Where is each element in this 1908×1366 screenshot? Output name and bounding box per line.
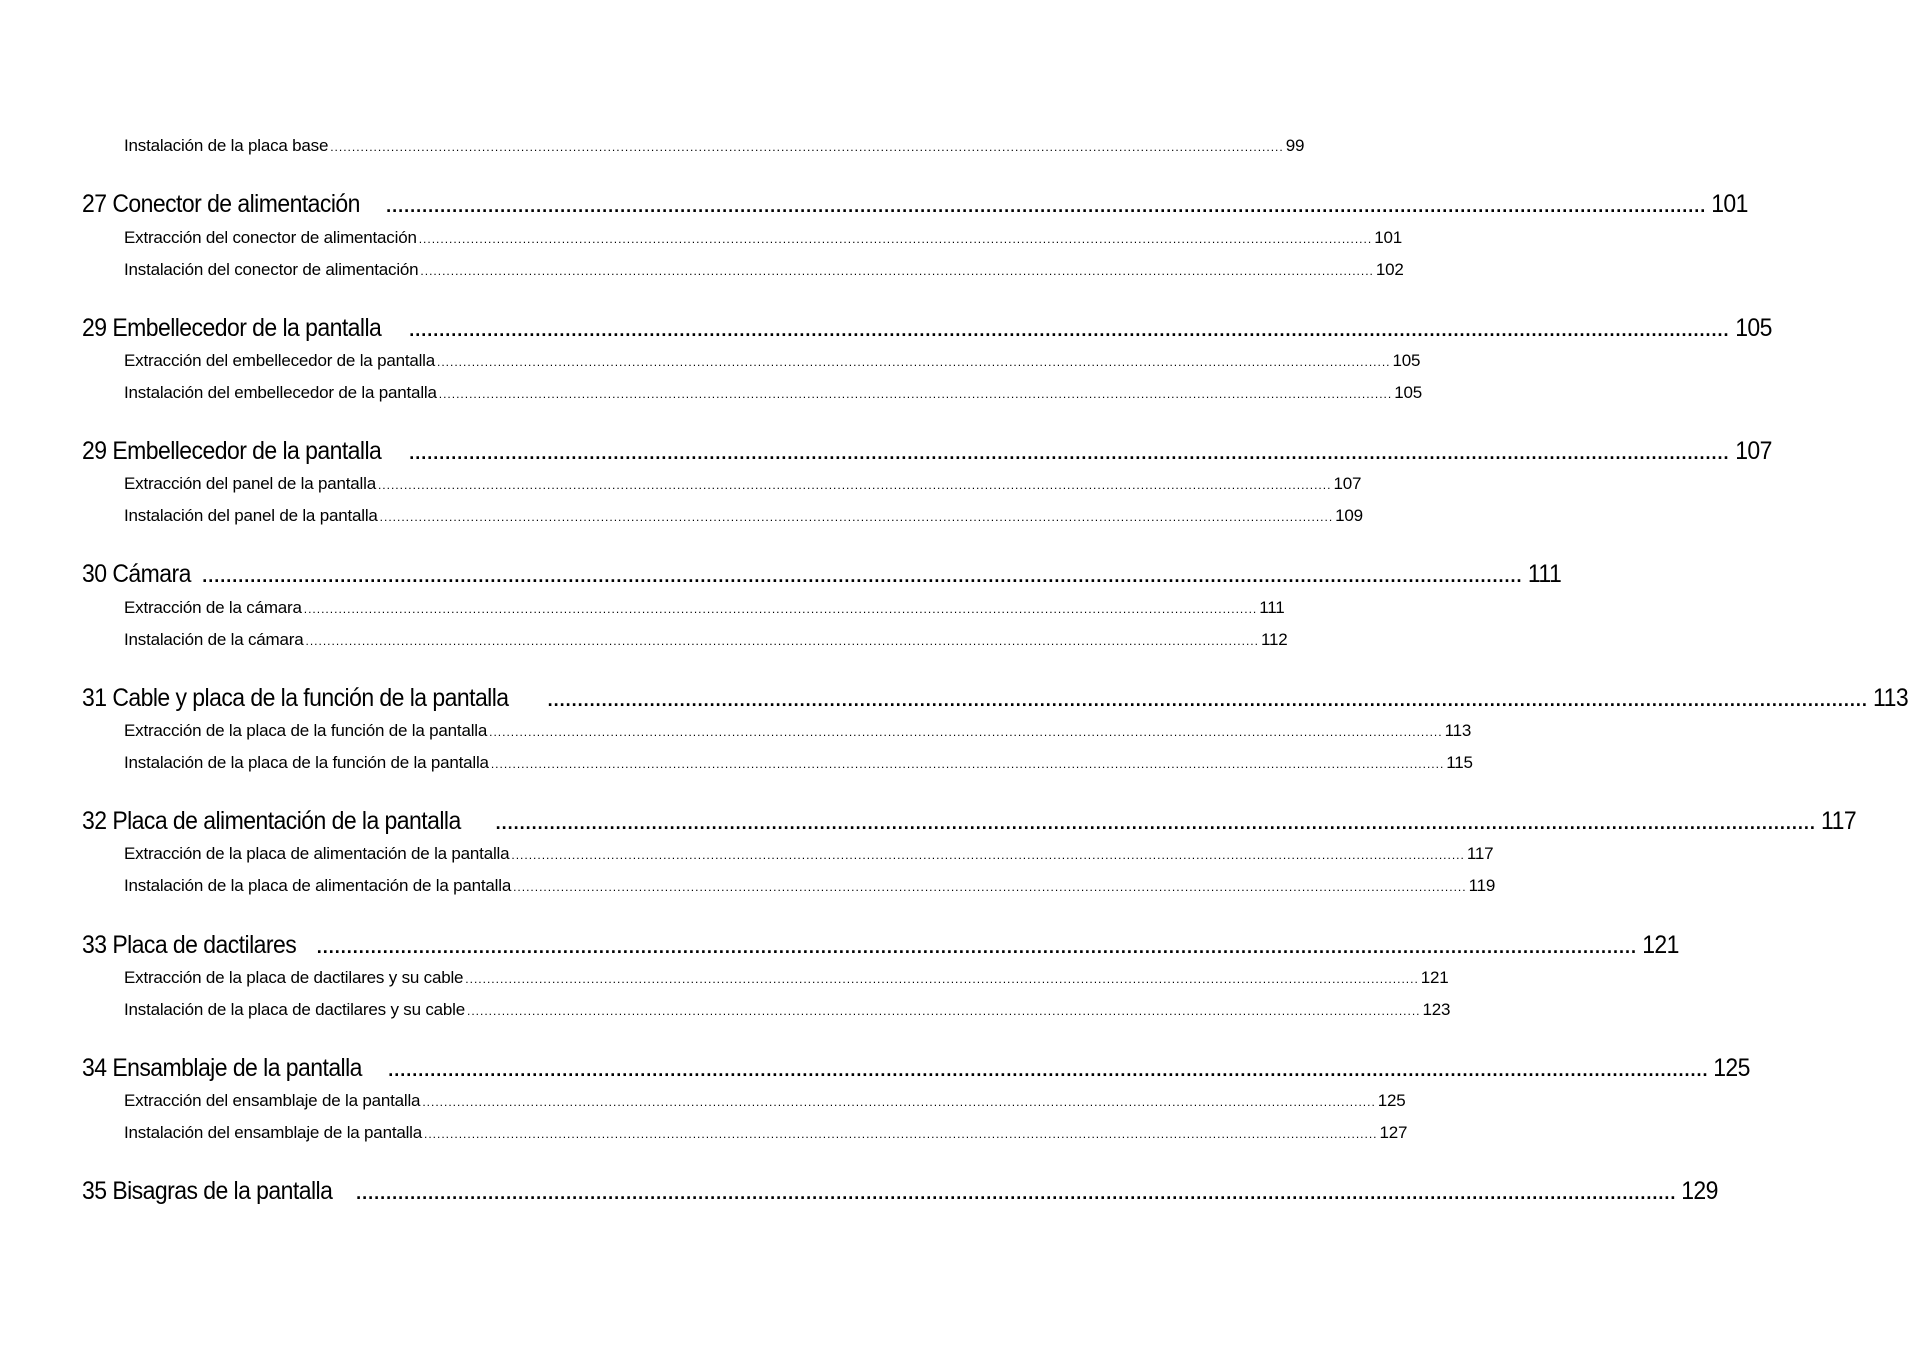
toc-chapter-page: 129 — [1681, 1177, 1719, 1205]
toc-chapter-title: 32 Placa de alimentación de la pantalla — [82, 807, 461, 835]
dot-leader: ............................................................................................................................................................................................................................ — [547, 690, 1868, 710]
toc-chapter[interactable] — [82, 1177, 1719, 1209]
toc-chapter-page: 125 — [1713, 1054, 1751, 1082]
toc-subentry-page: 123 — [1422, 1000, 1451, 1019]
dot-leader: ............................................................................................................................................................................................................................ — [467, 1004, 1421, 1018]
toc-subentry-page: 117 — [1466, 844, 1494, 863]
toc-chapter-page: 107 — [1734, 437, 1772, 465]
toc-subentry-page: 127 — [1379, 1123, 1408, 1142]
dot-leader: ............................................................................................................................................................................................................................ — [418, 232, 1373, 246]
toc-chapter[interactable] — [82, 1054, 1751, 1086]
dot-leader: ............................................................................................................................................................................................................................ — [424, 1127, 1378, 1141]
toc-subentry-title: Instalación de la placa de la función de la pantalla — [124, 753, 489, 772]
toc-subentry[interactable] — [124, 1123, 1408, 1145]
toc-subentry[interactable] — [124, 630, 1288, 652]
toc-chapter-page: 105 — [1734, 314, 1772, 342]
toc-subentry-page: 101 — [1374, 228, 1402, 247]
dot-leader: ............................................................................................................................................................................................................................ — [437, 355, 1391, 369]
toc-chapter-title: 29 Embellecedor de la pantalla — [82, 314, 382, 342]
toc-subentry-title: Instalación de la cámara — [124, 630, 304, 649]
dot-leader: ............................................................................................................................................................................................................................ — [489, 725, 1443, 739]
toc-subentry-page: 112 — [1260, 630, 1288, 649]
dot-leader: ............................................................................................................................................................................................................................ — [316, 937, 1638, 957]
toc-chapter-title: 35 Bisagras de la pantalla — [82, 1177, 333, 1205]
toc-subentry-title: Extracción del conector de alimentación — [124, 228, 417, 247]
toc-chapter-page: 101 — [1711, 190, 1749, 218]
dot-leader: ............................................................................................................................................................................................................................ — [511, 848, 1465, 862]
toc-subentry-title: Instalación del embellecedor de la pantalla — [124, 383, 437, 402]
dot-leader: ............................................................................................................................................................................................................................ — [422, 1095, 1376, 1109]
toc-subentry[interactable] — [124, 506, 1363, 528]
toc-chapter-page: 113 — [1872, 684, 1908, 712]
dot-leader: ............................................................................................................................................................................................................................ — [513, 880, 1467, 894]
toc-chapter[interactable] — [82, 560, 1561, 592]
toc-subentry[interactable] — [124, 721, 1472, 743]
toc-subentry[interactable] — [124, 351, 1421, 373]
toc-chapter-title: 30 Cámara — [82, 560, 191, 588]
toc-chapter[interactable] — [82, 807, 1856, 839]
toc-subentry-page: 107 — [1333, 474, 1362, 493]
dot-leader: ............................................................................................................................................................................................................................ — [379, 510, 1334, 524]
toc-subentry-title: Extracción de la placa de dactilares y su cable — [124, 968, 464, 987]
toc-chapter-page: 117 — [1820, 807, 1856, 835]
toc-subentry-page: 115 — [1446, 753, 1473, 772]
dot-leader: ............................................................................................................................................................................................................................ — [377, 478, 1332, 492]
toc-subentry[interactable] — [124, 383, 1422, 405]
toc-chapter[interactable] — [82, 314, 1772, 346]
toc-subentry-title: Extracción del panel de la pantalla — [124, 474, 376, 493]
toc-subentry-page: 125 — [1377, 1091, 1406, 1110]
toc-subentry[interactable] — [124, 260, 1404, 282]
dot-leader: ............................................................................................................................................................................................................................ — [202, 566, 1523, 586]
toc-subentry-title: Instalación de la placa base — [124, 136, 329, 155]
dot-leader: ............................................................................................................................................................................................................................ — [438, 387, 1393, 401]
toc-subentry-page: 105 — [1394, 383, 1422, 402]
toc-subentry[interactable] — [124, 1000, 1451, 1022]
dot-leader: ............................................................................................................................................................................................................................ — [420, 264, 1374, 278]
toc-chapter-title: 33 Placa de dactilares — [82, 931, 297, 959]
toc-subentry-title: Instalación de la placa de alimentación de la pantalla — [124, 876, 512, 895]
dot-leader: ............................................................................................................................................................................................................................ — [330, 140, 1284, 154]
dot-leader: ............................................................................................................................................................................................................................ — [490, 757, 1445, 771]
toc-subentry-title: Extracción de la placa de alimentación de la pantalla — [124, 844, 510, 863]
toc-subentry-page: 113 — [1444, 721, 1472, 740]
dot-leader: ............................................................................................................................................................................................................................ — [388, 1060, 1709, 1080]
toc-subentry-page: 111 — [1259, 598, 1285, 617]
toc-subentry[interactable] — [124, 228, 1402, 250]
toc-subentry-page: 121 — [1420, 968, 1449, 987]
dot-leader: ............................................................................................................................................................................................................................ — [465, 972, 1419, 986]
toc-subentry[interactable] — [124, 876, 1496, 898]
toc-subentry-page: 109 — [1335, 506, 1363, 525]
toc-subentry[interactable] — [124, 753, 1473, 775]
toc-subentry-title: Extracción de la placa de la función de la pantalla — [124, 721, 488, 740]
toc-chapter[interactable] — [82, 437, 1772, 469]
toc-subentry-title: Extracción del embellecedor de la pantalla — [124, 351, 436, 370]
toc-subentry-title: Instalación del conector de alimentación — [124, 260, 419, 279]
toc-subentry[interactable] — [124, 598, 1285, 620]
dot-leader: ............................................................................................................................................................................................................................ — [409, 320, 1730, 340]
dot-leader: ............................................................................................................................................................................................................................ — [409, 443, 1730, 463]
toc-subentry-page: 102 — [1375, 260, 1404, 279]
toc-chapter-title: 27 Conector de alimentación — [82, 190, 360, 218]
toc-subentry[interactable] — [124, 968, 1449, 990]
toc-subentry-page: 99 — [1285, 136, 1305, 155]
toc-chapter-title: 34 Ensamblaje de la pantalla — [82, 1054, 362, 1082]
toc-subentry-title: Instalación del ensamblaje de la pantalla — [124, 1123, 423, 1142]
dot-leader: ............................................................................................................................................................................................................................ — [495, 813, 1816, 833]
toc-subentry[interactable] — [124, 136, 1305, 158]
toc-subentry-title: Instalación del panel de la pantalla — [124, 506, 378, 525]
toc-chapter[interactable] — [82, 190, 1749, 222]
toc-chapter-title: 31 Cable y placa de la función de la pantalla — [82, 684, 509, 712]
dot-leader: ............................................................................................................................................................................................................................ — [386, 196, 1707, 216]
toc-chapter[interactable] — [82, 931, 1679, 963]
toc-chapter[interactable] — [82, 684, 1908, 716]
toc-chapter-page: 121 — [1642, 931, 1679, 959]
dot-leader: ............................................................................................................................................................................................................................ — [305, 634, 1259, 648]
dot-leader: ............................................................................................................................................................................................................................ — [356, 1183, 1677, 1203]
toc-subentry[interactable] — [124, 844, 1494, 866]
dot-leader: ............................................................................................................................................................................................................................ — [303, 602, 1258, 616]
toc-subentry-title: Extracción del ensamblaje de la pantalla — [124, 1091, 421, 1110]
toc-chapter-title: 29 Embellecedor de la pantalla — [82, 437, 382, 465]
toc-subentry[interactable] — [124, 474, 1362, 496]
toc-subentry-page: 119 — [1468, 876, 1496, 895]
toc-chapter-page: 111 — [1527, 560, 1561, 588]
toc-subentry[interactable] — [124, 1091, 1406, 1113]
toc-subentry-title: Extracción de la cámara — [124, 598, 302, 617]
toc-subentry-title: Instalación de la placa de dactilares y su cable — [124, 1000, 466, 1019]
toc-subentry-page: 105 — [1392, 351, 1421, 370]
